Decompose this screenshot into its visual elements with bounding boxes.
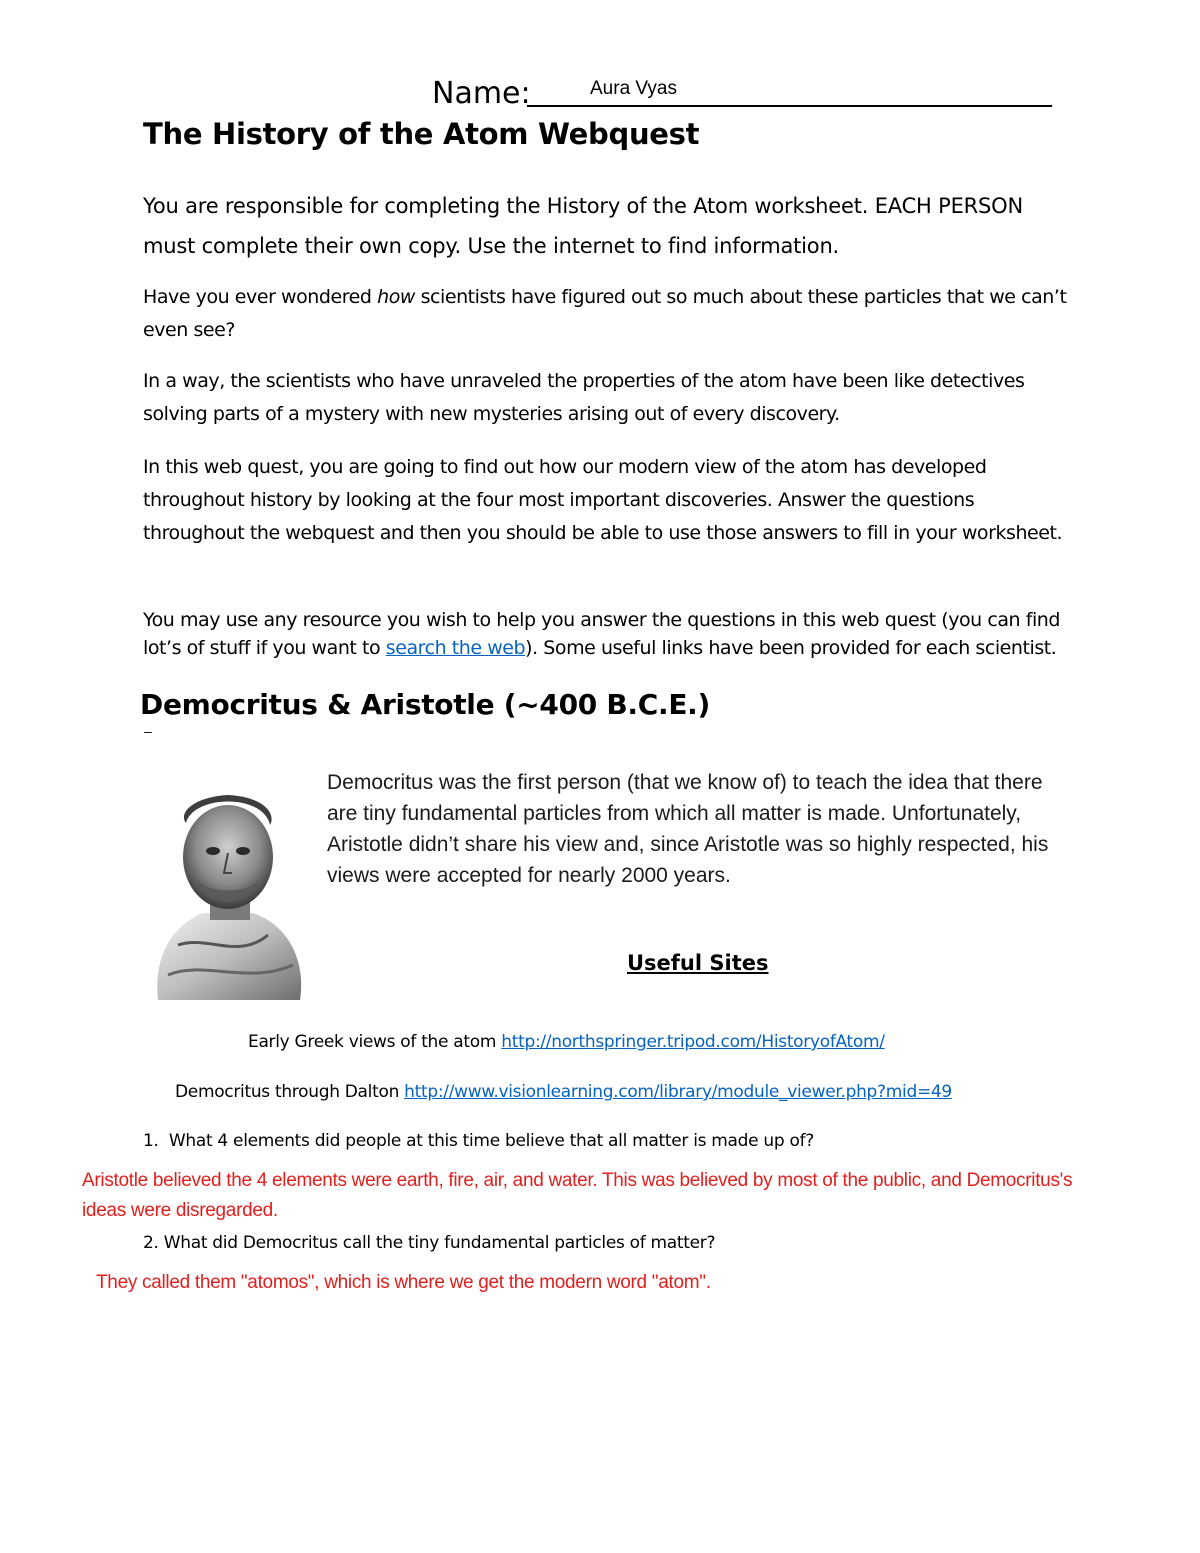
question-number: 2. [143,1233,159,1253]
site-label: Democritus through Dalton [175,1082,405,1102]
paragraph-detectives: In a way, the scientists who have unraveled the properties of the atom have been like detectives solving parts of a mystery with new mysteries arising out of every discovery. [143,370,1025,425]
democritus-portrait [148,785,308,1000]
question-text: What did Democritus call the tiny fundamental particles of matter? [163,1233,716,1253]
site-link-northspringer[interactable]: http://northspringer.tripod.com/HistoryofAtom/ [501,1032,885,1052]
document-title: The History of the Atom Webquest [143,117,700,151]
para4-text-after: ). Some useful links have been provided for each scientist. [525,637,1057,659]
name-value[interactable]: Aura Vyas [590,78,677,99]
site-democritus-dalton [175,1082,952,1102]
name-label: Name: [432,76,531,111]
democritus-bio: Democritus was the first person (that we know of) to teach the idea that there are tiny fundamental particles from which all matter is made. Unfortunately, Aristotle didn’t share his view and, since Aristotle was so highly respected, his views were accepted for nearly 2000 years. [327,771,1049,887]
paragraph-webquest: In this web quest, you are going to find out how our modern view of the atom has developed throughout history by looking at the four most important discoveries. Answer the questions throughout the webquest and then you should be able to use those answers to fill in your worksheet. [143,456,1063,544]
question-1 [143,1131,814,1151]
answer-1[interactable]: Aristotle believed the 4 elements were earth, fire, air, and water. This was believed by most of the public, and Democritus's ideas were disregarded. [82,1170,1073,1221]
question-2 [143,1233,715,1253]
question-text: What 4 elements did people at this time believe that all matter is made up of? [168,1131,814,1151]
site-early-greek [248,1032,885,1052]
site-link-visionlearning[interactable]: http://www.visionlearning.com/library/module_viewer.php?mid=49 [404,1082,952,1102]
section-dash: – [144,723,152,739]
section-title: Democritus & Aristotle (~400 B.C.E.) [140,688,711,721]
para1-text-after: scientists have figured out so much about these particles that we can’t even see? [143,286,1067,341]
para1-text-before: Have you ever wondered [143,286,378,308]
useful-sites-heading: Useful Sites [627,951,769,975]
answer-2[interactable]: They called them "atomos", which is where we get the modern word "atom". [96,1272,711,1293]
site-label: Early Greek views of the atom [248,1032,502,1052]
intro-paragraph: You are responsible for completing the History of the Atom worksheet. EACH PERSON must complete their own copy. Use the internet to find information. [143,194,1024,258]
question-number: 1. [143,1131,159,1151]
para1-italic: how [377,286,415,308]
search-the-web-link[interactable]: search the web [385,637,526,659]
paragraph-wondered [143,281,1073,347]
para4-text-before: You may use any resource you wish to help you answer the questions in this web quest (you can find lot’s of stuff if you want to [143,609,1060,659]
name-underline [527,105,1052,107]
paragraph-resources [143,606,1073,662]
